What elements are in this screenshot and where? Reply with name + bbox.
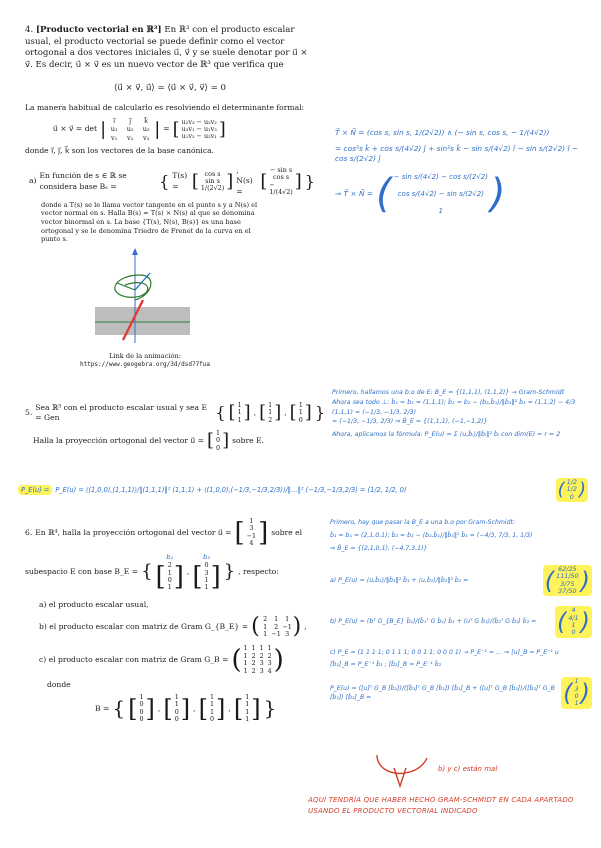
u-entry: 1 [216,429,221,438]
gen-entry: 1 [268,408,273,417]
q6-part-c-text: c) el producto escalar con matriz de Gram G_B = [39,655,229,665]
part-a-text: En función de s ∈ ℝ se considera base Bₛ = [39,171,127,191]
B-entry: 0 [139,707,144,716]
hw6-part-c3-text: P_E(u) = ([u]ᵀ G_B [b̃₁])/([b̃₁]ᵀ G_B [b̃₁]) [b̃₁]_B + ([u]ᵀ G_B [b̃₂])/([b̃₂]ᵀ G_B [b̃₂]) [b̃₂]_B = [330,684,555,702]
det-result-entry: u₁v₂ − u₂v₁ [181,132,217,141]
gram-cell: 4 [267,667,272,676]
B-entry: 1 [209,692,215,701]
gram-cell: 2 [251,659,256,668]
det-cell: j⃗ [129,117,132,126]
B-entry: 0 [174,715,179,724]
frenet-animation-image [95,245,190,345]
q4-donde: donde i⃗, j⃗, k⃗ son los vectores de la base canónica. [25,145,215,155]
u-entry: 0 [216,443,221,452]
b2-entry: 3 [204,568,209,577]
q5-text2: Halla la proyección ortogonal del vector u⃗ = [33,435,204,445]
gram-cell: 1 [243,659,248,668]
hw5-proj-formula: P_E(u) = ⟨(1,0,0),(1,1,1)⟩/‖(1,1,1)‖² (1,1,1) + ⟨(1,0,0),(−1/3,−1/3,2/3)⟩/‖…‖² (−1/3,−1/3,2/3) = (1/2, 1/2, 0) [55,486,407,495]
hw6-b-entry: 4 [571,606,576,615]
part-a-label: a) [29,176,37,186]
hw5-l2: Ahora sea todo ⊥: b̃₁ = b₁ = (1,1,1); b̃₂ = b₂ − ⟨b₂,b̃₁⟩/‖b̃₁‖² b̃₁ = (1,1,2) − 4/3 (1,1,1) = (−1/3, −1/3, 2/3) [332,398,576,416]
q5-block [25,402,325,452]
hw6-l3: ⇒ B̃_E = {(2,1,0,1), (−4,7,3,1)} [330,544,428,552]
hw4-line1: T⃗ × N⃗ = (cos s, sin s, 1/(2√2)) ∧ (− sin s, cos s, − 1/(4√2)) [335,128,550,137]
hw5-l1: Primero, hallamos una b.o de E: B_E = {(1,1,1), (1,1,2)} → Gram-Schmidt [332,389,565,396]
hw4-line2: = cos²s k̂ + cos s/(4√2) ĵ + sin²s k̂ − sin s/(4√2) î − sin s/(2√2) î − cos s/(2√2) ĵ [335,143,579,164]
gram-cell: 1 [243,651,248,660]
gram-cell: 2 [251,667,256,676]
hw6-b-result: ( 4 4/1 1 0 ) [556,606,590,637]
u-entry: 4 [249,539,254,548]
hw5-result-entry: 0 [569,492,574,501]
gram-cell: 2 [259,651,264,660]
gram-cell: 1 [263,622,268,631]
B-entry: 1 [245,715,250,724]
b2-entry: 1 [204,583,209,592]
gram-cell: 1 [263,630,268,639]
T-entry: cos s [204,169,221,178]
hw6-part-c3 [330,677,592,708]
q6-donde: donde [47,679,71,689]
N-label: , N(s) = [236,166,253,196]
gen-entry: 1 [268,401,273,409]
hw4-result-vector: ( − sin s/(4√2) − cos s/(2√2) cos s/(4√2) − sin s/(2√2) 1 ) [376,171,506,218]
N-entry: cos s [273,173,290,182]
hw-q4 [335,128,587,218]
u-entry: 1 [249,517,254,525]
det-matrix: | i⃗ j⃗ k⃗ u₁ u₂ u₃ v₁ v₂ v₃ | [100,117,161,142]
det-cell: v₁ [111,133,118,142]
q6-b1-vector: [ 2 1 0 1 ] [155,561,184,592]
hw6-a-result: ( 62/25 111/50 3/75 37/50 ) [544,564,590,595]
q6-b2-vector: [ 0 3 1 1 ] [192,561,221,592]
hw-q5 [332,388,590,440]
hw5-result-entry: 1/2 [566,485,577,494]
hw6-c-entry: 3 [574,684,579,693]
q6-line2: subespacio E con base B_E = { b₁ [ 2 1 0 1 ] , b₂ [ 0 3 1 1 ] } , respecto: [25,553,279,592]
q6-u-vector: [ 1 3 −1 4 ] [234,517,269,548]
gen-entry: 1 [298,401,303,409]
q4-header [25,25,315,71]
gram-cell: 1 [243,643,248,652]
gram-cell: 3 [259,659,264,668]
b1-handwritten-label: b₁ [166,553,174,562]
red-note-gram-schmidt: AQUÍ TENDRÍA QUE HABER HECHO GRAM-SCHMIDT EN CADA APARTADO USANDO EL PRODUCTO VECTORIAL INDICADO [308,796,574,815]
b1-entry: 0 [167,575,172,584]
hw6-a-entry: 62/25 [558,564,577,573]
q5-gen-vector: [ 1 1 2 ] [259,401,282,424]
gram-cell: 2 [263,614,268,623]
q4-number: 4. [25,25,34,35]
B-entry: 1 [209,700,215,709]
gram-cell: 1 [274,614,279,623]
hw6-a-entry: 3/75 [560,579,575,588]
gen-entry: 1 [298,408,303,417]
hw6-b-entry: 4/1 [568,613,579,622]
hw6-l2: b̃₁ = b₁ = (2,1,0,1); b̃₂ = b₂ − ⟨b₂,b̃₁⟩/‖b̃₁‖² b̃₁ = (−4/3, 7/3, 1, 1/3) [330,532,533,540]
hw5-l4: Ahora, aplicamos la fórmula: P_E(u) = Σ ⟨u,b̃ᵢ⟩/‖b̃ᵢ‖² b̃ᵢ con dim(E) = r = 2 [332,431,561,438]
q6-part-a: a) el producto escalar usual, [39,599,149,609]
hw6-l1: Primero, hay que pasar la B_E a una b.o por Gram-Schmidt: [330,519,516,526]
hw5-l3: = (−1/3, −1/3, 2/3) ⇒ B̃_E = {(1,1,1), (−1,−1,2)} [332,418,488,426]
b2-entry: 0 [204,561,209,570]
B-vector: [ 1 1 1 0 ] [198,692,226,724]
q4-intro: En ℝ³ con el producto escalar usual, el producto vectorial se puede definir como el vector ortogonal a dos vectores iniciales u⃗, v⃗ y se suele denotar por u⃗ × v⃗. Es decir, u⃗ × v⃗ es un nuevo vector de ℝ³ que verifica que [25,25,308,70]
gen-entry: 1 [237,401,242,409]
det-lhs: u⃗ × v⃗ = det [53,124,98,134]
hw4-result-row [335,171,587,218]
q4-block [25,25,315,244]
hw6-c-result: ( 1 3 0 1 ) [563,677,590,708]
hw6-c-entry: 0 [574,692,579,701]
gram-cell: 2 [251,651,256,660]
link-label: Link de la animación: [109,352,181,360]
q6-part-b-text: b) el producto escalar con matriz de Gram G_{B_E} = [39,622,249,632]
q5-gen-vector: [ 1 1 0 ] [289,401,312,424]
q4-habitual: La manera habitual de calcularlo es resolviendo el determinante formal: [25,102,305,112]
gram-cell: −1 [282,622,292,631]
B-entry: 1 [245,707,250,716]
B-entry: 1 [139,692,144,701]
hw5-result-vector: ( 1/2 1/2 0 ) [557,478,586,501]
hw6-c-entry: 1 [574,677,579,686]
T-entry: sin s [205,176,220,185]
B-entry: 1 [174,692,179,701]
q6-text1: En ℝ⁴, halla la proyección ortogonal del vector u⃗ = [35,527,232,537]
det-cell: i⃗ [113,117,116,126]
hw5-result-entry: 1/2 [566,478,577,486]
B-entry: 1 [245,692,250,701]
B-vector: [ 1 1 1 1 ] [233,692,261,724]
b1-entry: 1 [167,583,172,592]
det-result-entry: u₂v₃ − u₃v₂ [181,117,217,126]
q6-B-basis: B = { [ 1 0 0 0 ] , [ 1 1 0 0 ] , [ 1 1 1 0 ] , [ 1 1 1 1 ] } [95,692,277,724]
T-vector: [ cos s sin s 1/(2√2) ] [191,169,234,193]
q5-gen-vector: [ 1 1 1 ] [228,401,251,424]
q5-u-vector: [ 1 0 0 ] [207,429,230,452]
N-entry: − 1/(4√2) [269,180,293,196]
gen-entry: 0 [298,415,303,424]
q6-part-c [39,645,315,676]
red-note-bc: b) y c) están mal [438,765,498,773]
hw6-c-entry: 1 [574,699,579,708]
det-cell: u₂ [126,125,134,134]
q5-text1: Sea ℝ³ con el producto escalar usual y sea E = Gen [35,402,208,423]
hw5-projection [18,478,588,502]
hw6-b-entry: 1 [571,621,576,630]
b2-entry: 1 [204,575,209,584]
det-cell: u₁ [110,125,118,134]
gram-cell: 3 [285,630,290,639]
hw6-part-c2: [b̃₁]_B = P_E⁻¹ b̃₁ ; [b̃₂]_B = P_E⁻¹ b̃₂ [330,661,442,669]
red-arrow-icon [372,750,432,794]
B-entry: 0 [209,715,215,724]
u-entry: −1 [246,531,257,540]
animation-link[interactable]: https://www.geogebra.org/3d/dsd77fua [79,360,211,368]
B-vector: [ 1 1 0 0 ] [163,692,191,724]
gram-cell: 1 [259,643,264,652]
gram-matrix-c: ( 1 1 1 1 1 2 2 2 1 2 3 3 1 2 3 4 ) [231,643,284,676]
q5-line2 [33,430,325,452]
gram-cell: 3 [259,667,264,676]
animation-link-block [75,352,215,368]
u-entry: 3 [249,524,254,533]
B-entry: 0 [174,707,179,716]
hw4-result-entry: − sin s/(4√2) − cos s/(2√2) [393,173,488,182]
hw-q6 [330,518,592,709]
q6-line1 [25,518,315,547]
gram-cell: −1 [271,630,281,639]
det-cell: u₃ [142,125,150,134]
T-entry: 1/(2√2) [200,184,225,193]
q4-part-a-text2: donde a T(s) se le llama vector tangente en el punto s y a N(s) el vector normal en s. Halla B(s) = T(s) × N(s) al que se denomina vector binormal en s. La base {T(s), N(s), B(s)} es una base ortogonal y se le denomina Triedro de Frenet de la curva en el punto s. [41,200,258,244]
det-cell: v₂ [127,133,134,142]
hw6-part-a-text: a) P_E(u) = ⟨u,b̃₁⟩/‖b̃₁‖² b̃₁ + ⟨u,b̃₂⟩/‖b̃₂‖² b̃₂ = [330,576,469,584]
q4-determinant: u⃗ × v⃗ = det | i⃗ j⃗ k⃗ u₁ u₂ u₃ v₁ v₂ v₃ | = [ u₂v₃ − u₃v₂ u₃v₁ − u₁v₃ u₁v₂ − u₂v₁ ] [53,117,226,142]
gen-entry: 2 [268,415,273,424]
q6-text2: sobre el [271,527,303,537]
hw6-part-c: c) P_E = (1 1 1 1; 0 1 1 1; 0 0 1 1; 0 0 0 1) → P_E⁻¹ = … ⇒ [u]_B = P_E⁻¹ u [330,648,559,656]
q6-text4: , respecto: [238,567,279,577]
gram-cell: 1 [285,614,290,623]
hw5-proj-label: P_E(u) = [18,485,52,495]
det-result-entry: u₃v₁ − u₁v₃ [181,124,217,133]
T-label: T(s) = [172,171,188,191]
q6-part-b: b) el producto escalar con matriz de Gram G_{B_E} = ( 2 1 1 1 2 −1 1 −1 3 ) , [39,614,307,640]
q5-line1: 5. Sea ℝ³ con el producto escalar usual y sea E = Gen { [ 1 1 1 ] , [ 1 1 2 ] , [ 1 1 0 ] } [25,401,325,424]
hw6-a-entry: 37/50 [558,586,577,595]
gram-cell: 1 [251,643,256,652]
gram-cell: 2 [267,651,272,660]
B-entry: 1 [209,707,215,716]
q4-part-a-base: a) En función de s ∈ ℝ se considera base Bₛ = { T(s) = [ cos s sin s 1/(2√2) ] , N(s) = [ − sin s cos s − 1/(4√2) ] } [29,165,315,196]
q4-title: [Producto vectorial en ℝ³] [35,25,162,35]
B-entry: 1 [174,700,179,709]
u-entry: 0 [216,436,221,445]
hw4-result-entry: 1 [438,207,444,216]
B-entry: 0 [139,700,144,709]
B-vector: [ 1 0 0 0 ] [128,692,155,724]
q6-text3: subespacio E con base B_E = [25,567,139,577]
B-lhs: B = [95,703,110,713]
hw4-result-lhs: ⇒ T⃗ × N⃗ = [335,188,374,198]
q6-number: 6. [25,527,33,537]
q5-text3: sobre E. [232,435,264,445]
gram-cell: 1 [243,667,248,676]
hw6-part-b-text: b) P_E(u) = (bᵀ G_{B_E} b̃₁)/(b̃₁ᵀ G b̃₁) b̃₁ + (uᵀ G b̃₂)/(b̃₂ᵀ G b̃₂) b̃₂ = [330,618,537,626]
hw6-part-b [330,606,592,637]
hw6-a-entry: 111/50 [556,572,579,581]
hw4-result-entry: cos s/(4√2) − sin s/(2√2) [397,190,484,199]
hw6-b-entry: 0 [571,628,576,637]
q6-block [25,518,315,723]
gram-cell: 1 [267,643,272,652]
q5-number: 5. [25,407,33,417]
gram-cell: 2 [274,622,279,631]
det-cell: v₃ [143,133,150,142]
hw6-part-a [330,565,592,596]
b1-entry: 2 [167,561,172,570]
gen-entry: 1 [237,415,242,424]
det-cell: k⃗ [144,117,149,126]
N-entry: − sin s [269,165,293,174]
b2-handwritten-label: b₂ [203,553,210,562]
B-entry: 1 [245,700,250,709]
b1-entry: 1 [167,568,172,577]
det-result: [ u₂v₃ − u₃v₂ u₃v₁ − u₁v₃ u₁v₂ − u₂v₁ ] [172,117,226,141]
q4-orthogonality-eq: ⟨u⃗ × v⃗, u⃗⟩ = ⟨u⃗ × v⃗, v⃗⟩ = 0 [113,83,227,94]
gram-cell: 3 [267,659,272,668]
B-entry: 0 [139,715,144,724]
gram-matrix-b: ( 2 1 1 1 2 −1 1 −1 3 ) [251,614,302,640]
gen-entry: 1 [237,408,242,417]
N-vector: [ − sin s cos s − 1/(4√2) ] [260,165,302,196]
